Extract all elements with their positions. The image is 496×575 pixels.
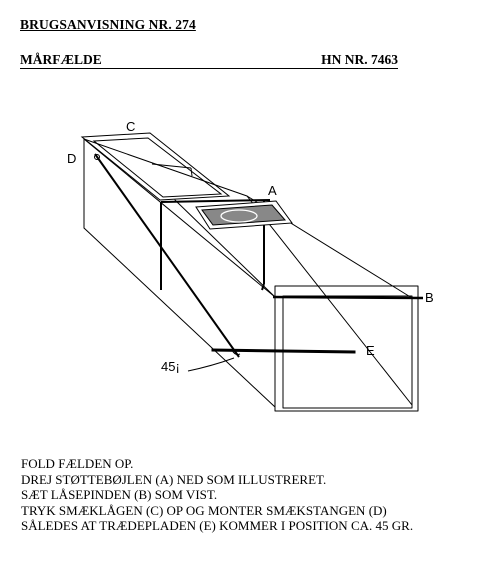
trap-box — [84, 139, 418, 411]
instructions — [21, 456, 413, 534]
instruction-line: DREJ STØTTEBØJLEN (A) NED SOM ILLUSTRERET. — [21, 471, 327, 487]
trap-rod-d — [95, 154, 239, 357]
box-right-bottom-edge — [247, 196, 412, 405]
bait-plate — [196, 201, 292, 229]
hn-number: HN NR. 7463 — [321, 52, 398, 67]
instruction-line: SÆT LÅSEPINDEN (B) SOM VIST. — [21, 487, 218, 503]
trapdoor-inner — [94, 138, 221, 197]
angle-indicator — [188, 358, 234, 371]
box-bottom-left-edge — [84, 228, 275, 407]
product-name: MÅRFÆLDE — [20, 52, 102, 67]
instruction-line: FOLD FÆLDEN OP. — [21, 456, 134, 471]
label-c: C — [126, 119, 136, 134]
label-d: D — [67, 151, 77, 166]
bracket-top-bar — [161, 200, 270, 202]
label-a: A — [268, 183, 277, 198]
label-b: B — [425, 290, 434, 305]
label-e: E — [366, 343, 375, 358]
angle-arc — [188, 358, 234, 371]
box-back-rear-edge — [84, 139, 247, 196]
instruction-line: TRYK SMÆKLÅGEN (C) OP OG MONTER SMÆKSTANGEN (D) — [21, 502, 387, 518]
locking-pin-b — [273, 297, 423, 298]
trapdoor-slot-end — [191, 168, 192, 176]
box-end-frame-outer — [275, 286, 418, 411]
instruction-line: SÅLEDES AT TRÆDEPLADEN (E) KOMMER I POSITION CA. 45 GR. — [21, 518, 414, 534]
document-title: BRUGSANVISNING NR. 274 — [20, 17, 196, 32]
label-angle: 45¡ — [161, 359, 180, 374]
rod-d-line — [95, 154, 239, 357]
pin-b-line — [273, 297, 423, 298]
